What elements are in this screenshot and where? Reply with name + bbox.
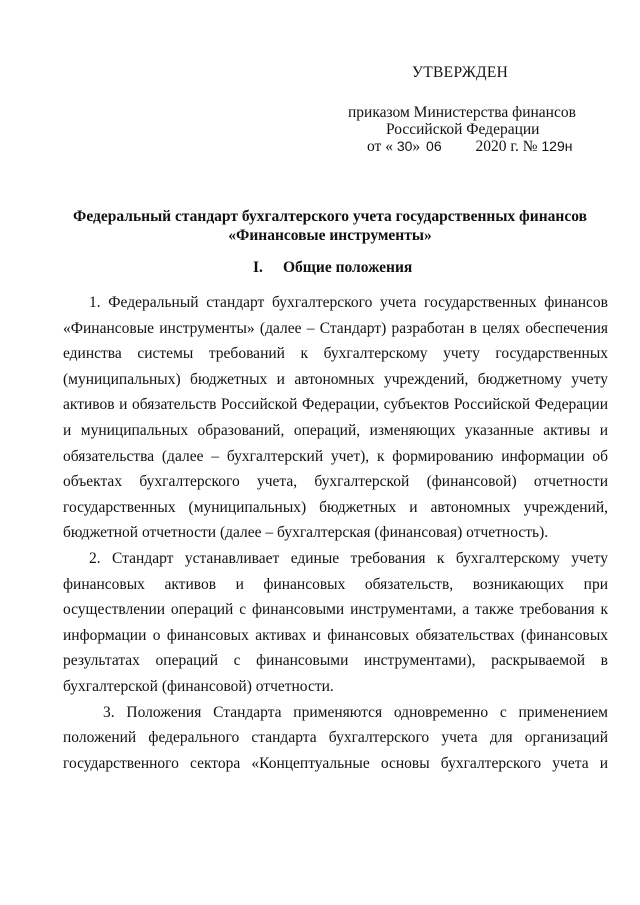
section-title: Общие положения (283, 259, 413, 276)
paragraph-3: 3. Положения Стандарта применяются одновременно с применением положений федерального стандарта бухгалтерского учета для организаций государственного сектора «Концептуальные основы бухгалтерского учета и (63, 703, 608, 772)
ministry-line: Российской Федерации (386, 121, 540, 138)
date-prefix: от « (367, 138, 393, 155)
order-month: 06 (426, 138, 442, 154)
paragraph-1: 1. Федеральный стандарт бухгалтерского учета государственных финансов «Финансовые инструменты» (далее – Стандарт) разработан в целях обеспечения единства системы требований к бухгалтерскому учету государственных (муниципальных) бюджетных и автономных учреждений, бюджетному учету активов и обязательств Российской Федерации, субъектов Российской Федерации и муниципальных образований, операций, изменяющих указанные активы и обязательства (далее – бухгалтерский учет), к формированию информации об объектах бухгалтерского учета, бухгалтерской (финансовой) отчетности государственных (муниципальных) бюджетных и автономных учреждений, бюджетной отчетности (далее – бухгалтерская (финансовая) отчетность). (63, 294, 608, 542)
title-line-1: Федеральный стандарт бухгалтерского учета государственных финансов (73, 208, 587, 225)
date-separator: » (412, 138, 421, 155)
approved-label: УТВЕРЖДЕН (412, 64, 509, 81)
document-title (60, 207, 600, 245)
order-day: 30 (396, 138, 413, 154)
paragraph-2: 2. Стандарт устанавливает единые требования к бухгалтерскому учету финансовых активов и финансовых обязательств, возникающих при осуществлении операций с финансовыми инструментами, а также требования к информации о финансовых активах и финансовых обязательствах (финансовых результатах операций с финансовыми инструментами), раскрываемой в бухгалтерской (финансовой) отчетности. (63, 549, 608, 695)
order-year: 2020 г. № (475, 138, 538, 155)
order-line: приказом Министерства финансов (348, 104, 576, 121)
title-line-2: «Финансовые инструменты» (228, 227, 432, 244)
order-date-line (367, 136, 572, 157)
order-number: 129н (541, 138, 573, 154)
section-number: I. (253, 259, 263, 276)
section-heading (253, 259, 412, 277)
body-text (63, 290, 608, 776)
